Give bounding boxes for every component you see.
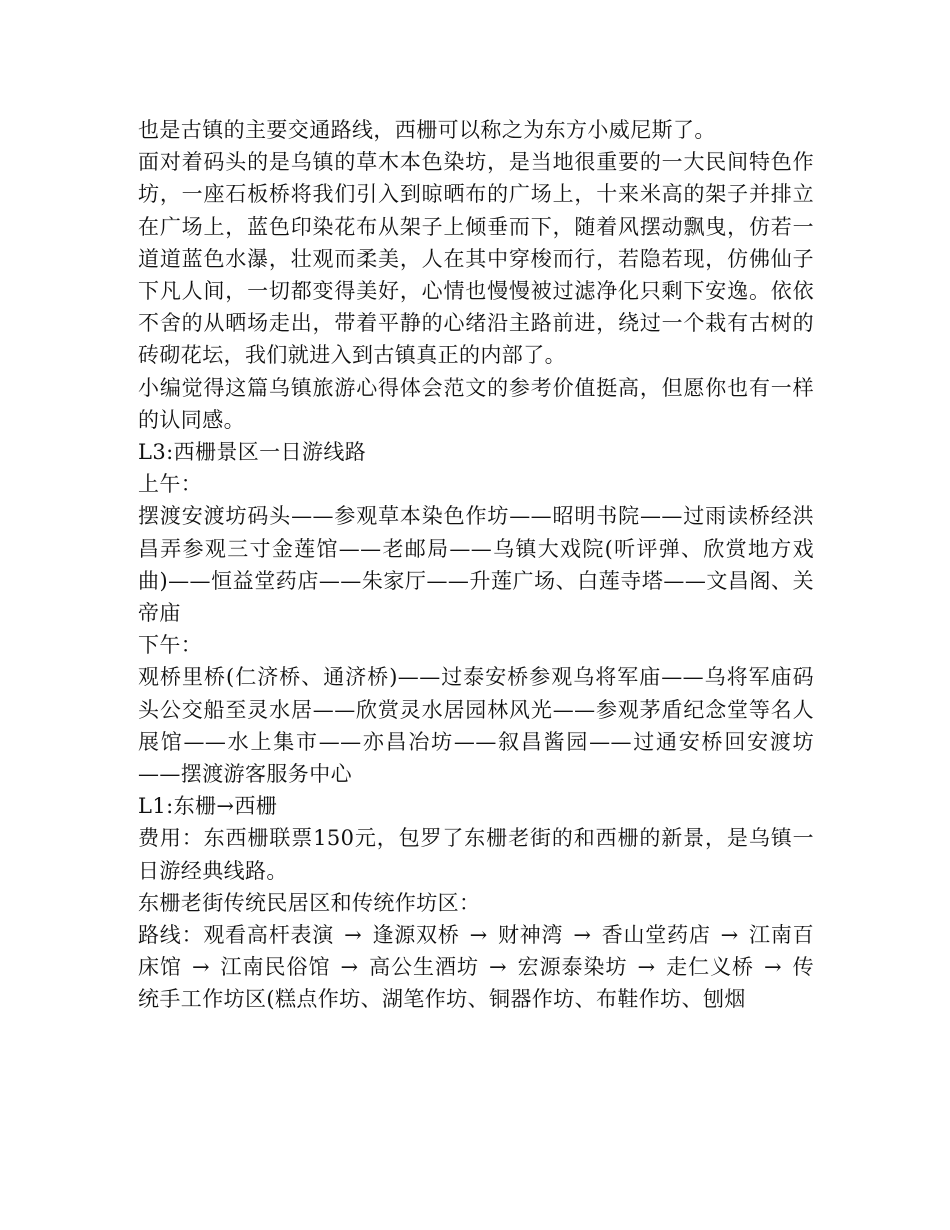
arrow-icon: →: [489, 955, 507, 980]
paragraph: 小编觉得这篇乌镇旅游心得体会范文的参考价值挺高，但愿你也有一样的认同感。: [138, 375, 814, 432]
arrow-icon: →: [637, 955, 656, 980]
subheading-morning: 上午：: [138, 472, 203, 497]
paragraph: 观桥里桥(仁济桥、通济桥)——过泰安桥参观乌将军庙——乌将军庙码头公交船至灵水居——欣赏灵水居园林风光——参观茅盾纪念堂等名人展馆——水上集市——亦昌冶坊——叙昌酱园——过通安桥回安渡坊——摆渡游客服务中心: [138, 665, 814, 787]
paragraph: 面对着码头的是乌镇的草木本色染坊，是当地很重要的一大民间特色作坊，一座石板桥将我们引入到晾晒布的广场上，十来米高的架子并排立在广场上，蓝色印染花布从架子上倾垂而下，随着风摆动飘曳，仿若一道道蓝色水瀑，壮观而柔美，人在其中穿梭而行，若隐若现，仿佛仙子下凡人间，一切都变得美好，心情也慢慢被过滤净化只剩下安逸。依依不舍的从晒场走出，带着平静的心绪沿主路前进，绕过一个栽有古树的砖砌花坛，我们就进入到古镇真正的内部了。: [138, 150, 814, 368]
arrow-icon: →: [469, 923, 488, 948]
route-step: 走仁义桥: [665, 955, 755, 980]
arrow-icon: →: [720, 923, 739, 948]
route-step: 财神湾: [497, 923, 564, 948]
route-step: 香山堂药店: [601, 923, 711, 948]
arrow-icon: →: [573, 923, 592, 948]
document-body: [138, 114, 814, 1016]
section-heading: L1:东栅→西栅: [138, 794, 278, 819]
arrow-icon: →: [340, 955, 359, 980]
section-heading: L3:西栅景区一日游线路: [138, 440, 367, 465]
arrow-icon: →: [344, 923, 363, 948]
arrow-icon: →: [764, 955, 783, 980]
arrow-icon: →: [191, 955, 210, 980]
paragraph: 摆渡安渡坊码头——参观草本染色作坊——昭明书院——过雨读桥经洪昌弄参观三寸金莲馆——老邮局——乌镇大戏院(听评弹、欣赏地方戏曲)——恒益堂药店——朱家厅——升莲广场、白莲寺塔——文昌阁、关帝庙: [138, 504, 814, 626]
route-step: 江南民俗馆: [219, 955, 331, 980]
route-prefix: 路线：: [138, 923, 204, 948]
route-step: 逢源双桥: [372, 923, 460, 948]
paragraph: 也是古镇的主要交通路线，西栅可以称之为东方小威尼斯了。: [138, 118, 716, 142]
route-step: 传统手工作坊区(糕点作坊、湖笔作坊、铜器作坊、布鞋作坊、刨烟: [138, 955, 815, 1012]
subheading-afternoon: 下午：: [138, 633, 203, 658]
route-paragraph: [138, 919, 814, 1016]
route-step: 观看高杆表演: [203, 923, 335, 948]
paragraph: 东栅老街传统民居区和传统作坊区：: [138, 890, 481, 915]
paragraph: 费用：东西栅联票150元，包罗了东栅老街的和西栅的新景，是乌镇一日游经典线路。: [138, 826, 814, 883]
route-step: 江南百床馆: [138, 923, 815, 980]
route-step: 宏源泰染坊: [517, 955, 628, 980]
route-step: 高公生酒坊: [368, 955, 479, 980]
